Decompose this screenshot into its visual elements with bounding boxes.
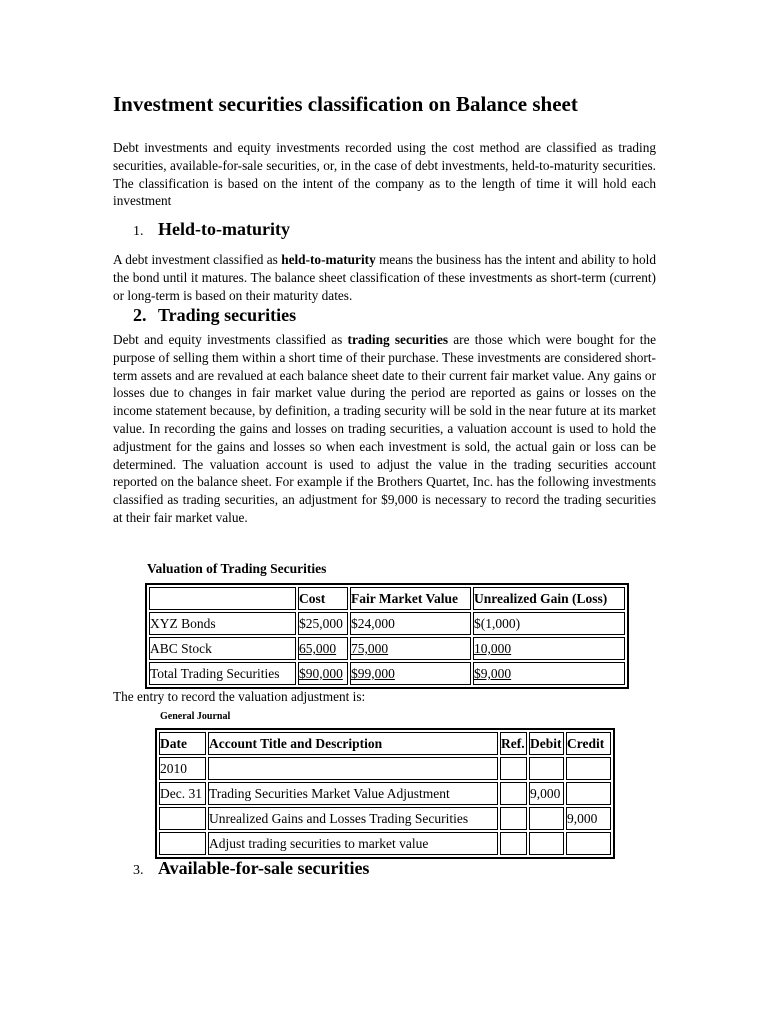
table-cell: Adjust trading securities to market value — [208, 832, 498, 855]
section-title: Trading securities — [158, 305, 297, 325]
cell-value: 75,000 — [351, 641, 389, 656]
header-cell-ref: Ref. — [500, 732, 527, 755]
table-cell: XYZ Bonds — [149, 612, 296, 635]
header-cell-debit: Debit — [529, 732, 564, 755]
paragraph-bold-term: trading securities — [347, 332, 449, 347]
table-header-row — [159, 732, 611, 755]
trading-securities-paragraph — [113, 331, 656, 527]
table-row — [149, 637, 625, 660]
table-row — [159, 832, 611, 855]
table-cell — [566, 757, 611, 780]
table-cell: Dec. 31 — [159, 782, 206, 805]
section-title: Held-to-maturity — [158, 219, 290, 239]
valuation-table — [145, 583, 629, 689]
table-header-row — [149, 587, 625, 610]
table-cell: Total Trading Securities — [149, 662, 296, 685]
header-cell-date: Date — [159, 732, 206, 755]
table-cell — [500, 807, 527, 830]
table-row — [149, 612, 625, 635]
paragraph-text: Debt and equity investments classified as — [113, 332, 348, 347]
table-cell: 9,000 — [529, 782, 564, 805]
table-cell — [473, 637, 625, 660]
table-cell — [350, 662, 471, 685]
cell-value: 10,000 — [474, 641, 512, 656]
held-to-maturity-paragraph — [113, 251, 656, 304]
table-cell: ABC Stock — [149, 637, 296, 660]
table-cell — [500, 757, 527, 780]
table-cell — [566, 782, 611, 805]
section-heading-held-to-maturity — [133, 219, 290, 243]
table-cell — [208, 757, 498, 780]
table-cell — [500, 832, 527, 855]
paragraph-text: are those which were bought for the purpose of selling them within a short time of their purchase. These investments are considered short-term assets and are revalued at each balance sheet date to their current fair market value. Any gains or losses due to changes in fair market value during the period are reported as gains or losses on the income statement because, by definition, a trading security will be sold in the near future at its market value. In recording the gains and losses on trading securities, a valuation account is used to hold the adjustment for the gains and losses so when each investment is sold, the actual gain or loss can be determined. The valuation account is used to adjust the value in the trading securities account reported on the balance sheet. For example if the Brothers Quartet, Inc. has the following investments classified as trading securities, an adjustment for $9,000 is necessary to record the trading securities at their fair market value. — [113, 332, 656, 525]
table-row — [159, 757, 611, 780]
header-cell-account-title: Account Title and Description — [208, 732, 498, 755]
cell-value: $99,000 — [351, 666, 395, 681]
table-cell: $(1,000) — [473, 612, 625, 635]
journal-table — [155, 728, 615, 859]
table-cell — [500, 782, 527, 805]
document-title: Investment securities classification on Balance sheet — [113, 92, 578, 116]
header-cell-credit: Credit — [566, 732, 611, 755]
section-number: 3. — [133, 863, 144, 878]
table-cell — [529, 832, 564, 855]
paragraph-bold-term: held-to-maturity — [281, 252, 376, 267]
header-cell-cost: Cost — [298, 587, 348, 610]
table-row — [159, 807, 611, 830]
table-row — [159, 782, 611, 805]
paragraph-text: means the business has the intent and ability to hold the bond until it matures. The balance sheet classification of these investments as short-term (current) or long-term is based on their maturity dates. — [113, 252, 656, 303]
table-cell: $24,000 — [350, 612, 471, 635]
table-cell: Trading Securities Market Value Adjustment — [208, 782, 498, 805]
table-cell — [566, 832, 611, 855]
table-cell — [298, 662, 348, 685]
section-title: Available-for-sale securities — [158, 858, 370, 878]
paragraph-text: A debt investment classified as — [113, 252, 282, 267]
section-number: 2. — [133, 305, 147, 325]
journal-caption: General Journal — [160, 711, 231, 722]
intro-paragraph: Debt investments and equity investments recorded using the cost method are classified as trading securities, available-for-sale securities, or, in the case of debt investments, held-to-maturity securities. The classification is based on the intent of the company as to the length of time it will hold each investment — [113, 140, 656, 209]
table-cell — [529, 807, 564, 830]
table-cell — [529, 757, 564, 780]
table-row — [149, 662, 625, 685]
section-heading-available-for-sale — [133, 858, 369, 882]
header-cell-empty — [149, 587, 296, 610]
cell-value: $90,000 — [299, 666, 343, 681]
header-cell-unrealized-gain: Unrealized Gain (Loss) — [473, 587, 625, 610]
cell-value: $9,000 — [474, 666, 512, 681]
table-cell — [473, 662, 625, 685]
cell-value: 65,000 — [299, 641, 337, 656]
section-number: 1. — [133, 224, 144, 239]
valuation-table-caption: Valuation of Trading Securities — [147, 561, 327, 576]
table-cell — [159, 832, 206, 855]
header-cell-fair-market-value: Fair Market Value — [350, 587, 471, 610]
table-cell — [159, 807, 206, 830]
table-cell: 2010 — [159, 757, 206, 780]
table-cell: 9,000 — [566, 807, 611, 830]
section-heading-trading-securities — [133, 305, 296, 329]
table-cell: $25,000 — [298, 612, 348, 635]
table-cell — [298, 637, 348, 660]
table-cell — [350, 637, 471, 660]
entry-intro-text: The entry to record the valuation adjustment is: — [113, 689, 366, 704]
table-cell: Unrealized Gains and Losses Trading Securities — [208, 807, 498, 830]
